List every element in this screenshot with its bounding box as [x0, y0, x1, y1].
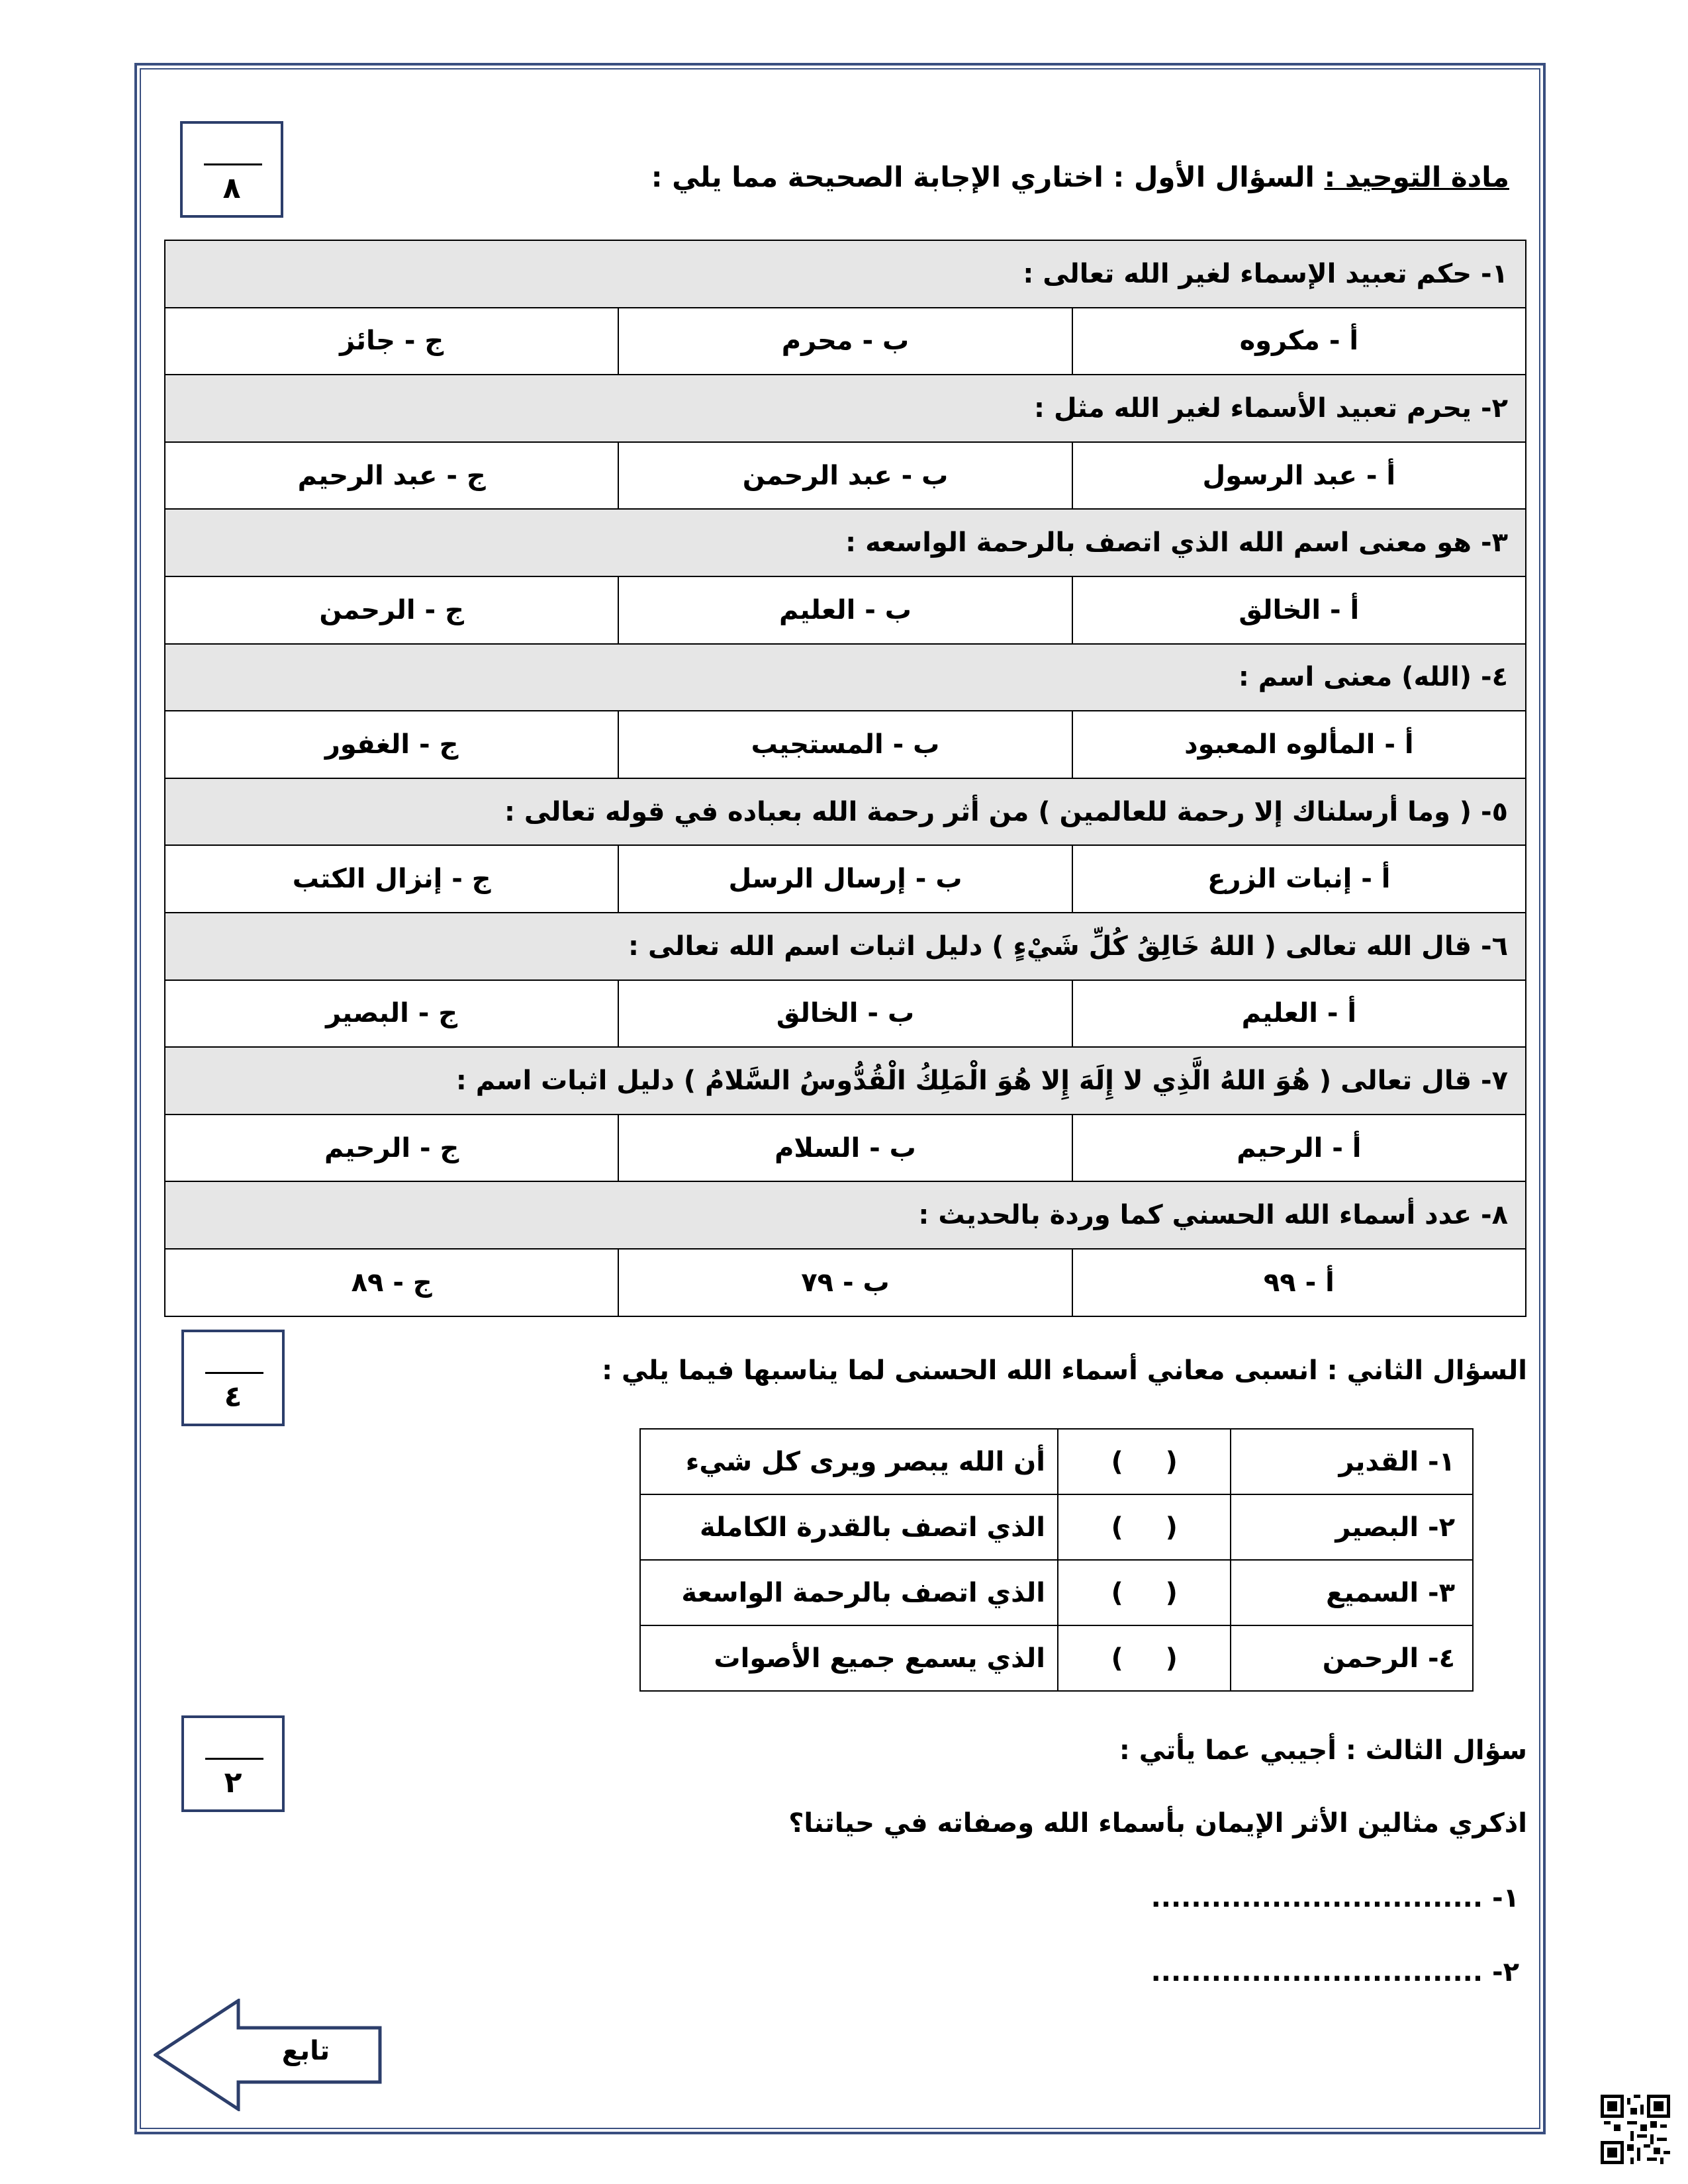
choice-option[interactable]: ج - عبد الرحيم: [165, 442, 618, 510]
choices-row: [165, 1115, 1526, 1182]
q3-prompt: اذكري مثالين الأثر الإيمان بأسماء الله وصفاته في حياتنا؟: [788, 1808, 1527, 1839]
match-row: [640, 1560, 1473, 1625]
choice-option[interactable]: ج - البصير: [165, 980, 618, 1048]
match-answer-slot[interactable]: ( ): [1058, 1560, 1231, 1625]
choices-row: [165, 845, 1526, 913]
choice-option[interactable]: أ - الخالق: [1072, 576, 1526, 644]
match-meaning: الذي اتصف بالرحمة الواسعة: [640, 1560, 1058, 1625]
continue-label: تابع: [281, 2036, 330, 2066]
qr-code-icon: [1601, 2095, 1670, 2164]
answer-line-1[interactable]: ١- .................................: [1150, 1883, 1519, 1913]
choice-option[interactable]: ب - محرم: [618, 308, 1072, 375]
choices-row: [165, 576, 1526, 644]
q1-title: السؤال الأول : اختاري الإجابة الصحيحة مما يلي :: [651, 161, 1315, 193]
score-line: [205, 1372, 263, 1374]
score-line: [204, 163, 262, 165]
choice-option[interactable]: ب - السلام: [618, 1115, 1072, 1182]
choices-row: [165, 711, 1526, 778]
match-name: ٢- البصير: [1231, 1494, 1473, 1560]
choice-option[interactable]: أ - إنبات الزرع: [1072, 845, 1526, 913]
match-meaning: الذي يسمع جميع الأصوات: [640, 1625, 1058, 1691]
q2-table: [639, 1428, 1474, 1692]
question-text: ٥- ( وما أرسلناك إلا رحمة للعالمين ) من أثر رحمة الله بعباده في قوله تعالى :: [165, 778, 1526, 846]
question-text: ٤- (الله) معنى اسم :: [165, 644, 1526, 711]
match-answer-slot[interactable]: ( ): [1058, 1625, 1231, 1691]
choice-option[interactable]: ب - إرسال الرسل: [618, 845, 1072, 913]
question-row: [165, 375, 1526, 442]
choice-option[interactable]: أ - ٩٩: [1072, 1249, 1526, 1316]
question-row: [165, 240, 1526, 308]
choice-option[interactable]: أ - الرحيم: [1072, 1115, 1526, 1182]
choices-row: [165, 980, 1526, 1048]
question-row: [165, 913, 1526, 980]
choice-option[interactable]: ج - إنزال الكتب: [165, 845, 618, 913]
q1-score-box: [180, 121, 283, 218]
match-row: [640, 1429, 1473, 1494]
continue-arrow-button[interactable]: [154, 1999, 385, 2111]
choice-option[interactable]: أ - عبد الرسول: [1072, 442, 1526, 510]
choice-option[interactable]: ج - الرحمن: [165, 576, 618, 644]
choice-option[interactable]: ج - الرحيم: [165, 1115, 618, 1182]
match-answer-slot[interactable]: ( ): [1058, 1429, 1231, 1494]
match-name: ٤- الرحمن: [1231, 1625, 1473, 1691]
match-meaning: أن الله يبصر ويرى كل شيء: [640, 1429, 1058, 1494]
q2-score-box: [181, 1330, 285, 1426]
match-name: ٣- السميع: [1231, 1560, 1473, 1625]
question-row: [165, 644, 1526, 711]
question-row: [165, 1047, 1526, 1115]
question-row: [165, 509, 1526, 576]
choice-option[interactable]: أ - مكروه: [1072, 308, 1526, 375]
q1-score: ٨: [222, 171, 241, 205]
choice-option[interactable]: ج - جائز: [165, 308, 618, 375]
question-row: [165, 778, 1526, 846]
q3-score-box: [181, 1715, 285, 1812]
q3-score: ٢: [224, 1766, 242, 1799]
q2-score: ٤: [224, 1380, 242, 1414]
match-meaning: الذي اتصف بالقدرة الكاملة: [640, 1494, 1058, 1560]
choice-option[interactable]: ب - ٧٩: [618, 1249, 1072, 1316]
subject-label: مادة التوحيد :: [1324, 161, 1509, 193]
q2-title: السؤال الثاني : انسبى معاني أسماء الله الحسنى لما يناسبها فيما يلي :: [602, 1355, 1527, 1386]
choices-row: [165, 1249, 1526, 1316]
choice-option[interactable]: أ - العليم: [1072, 980, 1526, 1048]
q1-table: [164, 240, 1526, 1317]
question-text: ١- حكم تعبيد الإسماء لغير الله تعالى :: [165, 240, 1526, 308]
choice-option[interactable]: ب - عبد الرحمن: [618, 442, 1072, 510]
question-text: ٨- عدد أسماء الله الحسني كما وردة بالحديث :: [165, 1181, 1526, 1249]
question-text: ٢- يحرم تعبيد الأسماء لغير الله مثل :: [165, 375, 1526, 442]
question-text: ٧- قال تعالى ( هُوَ اللهُ الَّذِي لا إِلَهَ إِلا هُوَ الْمَلِكُ الْقُدُّوسُ السَّلامُ ) دليل اثبات اسم :: [165, 1047, 1526, 1115]
q1-heading: [651, 161, 1509, 193]
choice-option[interactable]: ب - الخالق: [618, 980, 1072, 1048]
question-text: ٦- قال الله تعالى ( اللهُ خَالِقُ كُلِّ شَيْءٍ ) دليل اثبات اسم الله تعالى :: [165, 913, 1526, 980]
choices-row: [165, 442, 1526, 510]
choice-option[interactable]: ب - المستجيب: [618, 711, 1072, 778]
question-row: [165, 1181, 1526, 1249]
match-name: ١- القدير: [1231, 1429, 1473, 1494]
choice-option[interactable]: ج - الغفور: [165, 711, 618, 778]
choice-option[interactable]: ج - ٨٩: [165, 1249, 618, 1316]
choice-option[interactable]: أ - المألوه المعبود: [1072, 711, 1526, 778]
match-row: [640, 1494, 1473, 1560]
question-text: ٣- هو معنى اسم الله الذي اتصف بالرحمة الواسعه :: [165, 509, 1526, 576]
score-line: [205, 1758, 263, 1760]
choices-row: [165, 308, 1526, 375]
match-row: [640, 1625, 1473, 1691]
choice-option[interactable]: ب - العليم: [618, 576, 1072, 644]
match-answer-slot[interactable]: ( ): [1058, 1494, 1231, 1560]
answer-line-2[interactable]: ٢- .................................: [1150, 1957, 1519, 1987]
q3-title: سؤال الثالث : أجيبي عما يأتي :: [1119, 1735, 1527, 1766]
